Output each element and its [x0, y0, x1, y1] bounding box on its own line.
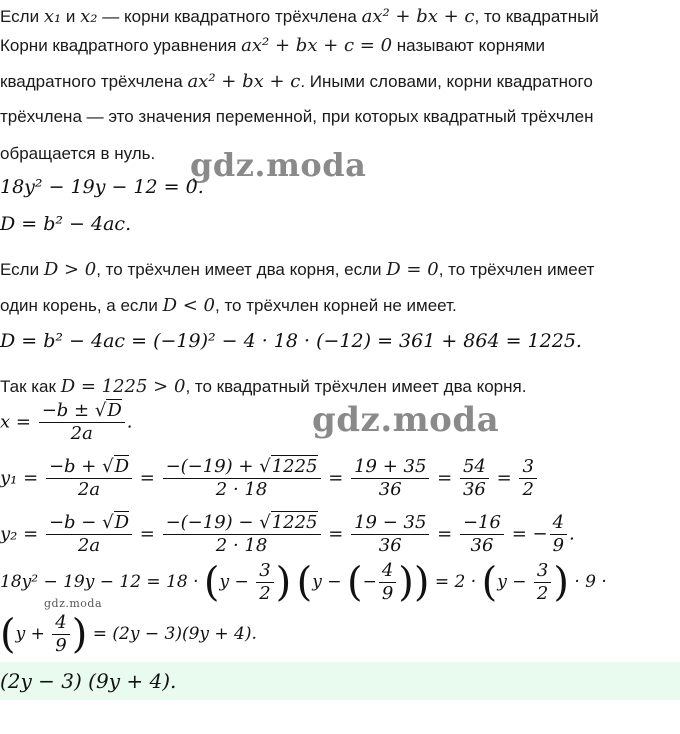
math: = − [511, 523, 548, 545]
fraction [52, 612, 69, 657]
math-trinomial: ax² + bx + c [361, 6, 475, 27]
math: − [362, 572, 377, 592]
fraction [534, 560, 551, 605]
math: 2 [536, 583, 549, 604]
text: один корень, а если [0, 296, 158, 315]
paragraph-8 [0, 376, 526, 397]
math: y₁ = [0, 467, 39, 489]
math: y₂ = [0, 523, 39, 545]
root-y2 [0, 512, 575, 557]
math: . [126, 411, 133, 433]
math: −b − [48, 512, 97, 533]
fraction [460, 512, 504, 557]
math: 4 [379, 560, 396, 583]
math: D [114, 512, 129, 533]
math: 4 [52, 612, 69, 635]
text: , то квадратный трёхчлен имеет два корня. [185, 377, 527, 396]
math: 2 · 18 [215, 479, 268, 500]
math: = [139, 467, 155, 489]
text: , то трёхчлен имеет два корня, если [96, 260, 382, 279]
math: 2 [259, 583, 271, 604]
math: D [107, 400, 122, 421]
math: = [437, 523, 453, 545]
math-cond: D = 0 [386, 259, 439, 280]
paren: ( [203, 559, 220, 606]
math: . [569, 523, 575, 545]
text: и [65, 7, 76, 26]
watermark-2: gdz.moda [312, 400, 500, 440]
fraction [351, 512, 429, 557]
math: 18y² − 19y − 12 = 18 · [0, 572, 199, 592]
math: 3 [519, 456, 536, 479]
math: = 2 · [434, 572, 477, 592]
math: 2a [77, 479, 101, 500]
text: — корни квадратного трёхчлена [102, 7, 357, 26]
math: 2a [70, 423, 93, 444]
math-cond: D = 1225 > 0 [60, 376, 186, 397]
text: . Иными словами, корни квадратного [300, 72, 593, 91]
text: , то трёхчлен корней не имеет. [215, 296, 457, 315]
paragraph-4: трёхчлена — это значения переменной, при которых квадратный трёхчлен [0, 107, 594, 126]
math: = [496, 467, 512, 489]
math: 2 · 18 [215, 535, 268, 556]
paren: ) [553, 559, 569, 606]
math: 9 [381, 583, 394, 604]
math: 1225 [271, 456, 318, 477]
root-y1 [0, 456, 539, 501]
text: Корни квадратного уравнения [0, 36, 237, 55]
fraction [550, 512, 567, 557]
math: 4 [550, 512, 567, 535]
paragraph-1 [0, 6, 599, 27]
math: 1225 [271, 512, 318, 533]
fraction: $\frac{-b + √D}{2a}$ [46, 456, 132, 501]
text: , то квадратный [474, 7, 599, 26]
equation-discriminant-value: D = b² − 4ac = (−19)² − 4 · 18 · (−12) = 361 + 864 = 1225. [0, 330, 582, 352]
watermark-1: gdz.moda [190, 146, 367, 184]
math: 3 [256, 560, 273, 583]
fraction: $\frac{-(-19) + √1225}{2 \cdot 18}$ [163, 456, 321, 501]
math: 9 [552, 535, 565, 556]
fraction: $\frac{-b \pm √D}{2a}$ [39, 400, 125, 445]
math-x2: x₂ [80, 6, 98, 27]
math: 19 + 35 [351, 456, 429, 479]
math: = [328, 523, 344, 545]
equation-1: 18y² − 19y − 12 = 0. [0, 176, 204, 198]
math-x1: x₁ [43, 6, 62, 27]
root-formula [0, 400, 133, 445]
fraction: $\frac{-b - √D}{2a}$ [46, 512, 132, 557]
text: квадратного трёхчлена [0, 72, 183, 91]
paragraph-3 [0, 71, 593, 92]
math: −b ± [41, 400, 90, 421]
math: 36 [378, 479, 402, 500]
paren: ( [296, 559, 313, 606]
fraction [351, 456, 429, 501]
math: −(−19) + [165, 456, 254, 477]
math-cond: D < 0 [162, 295, 215, 316]
text: Если [0, 7, 40, 26]
paren: ( [0, 611, 16, 658]
math: = [139, 523, 155, 545]
text: , то трёхчлен имеет [438, 260, 595, 279]
paren: )) [398, 559, 430, 606]
paragraph-5: обращается в нуль. [0, 144, 156, 163]
math: = [437, 467, 453, 489]
math-cond: D > 0 [43, 259, 97, 280]
math: · 9 · [574, 572, 607, 592]
fraction [519, 456, 536, 501]
paren: ) [275, 559, 292, 606]
math: 54 [460, 456, 489, 479]
text: Так как [0, 377, 56, 396]
math: −b + [48, 456, 97, 477]
math-trinomial: ax² + bx + c [187, 71, 301, 92]
math: = [328, 467, 344, 489]
math-equation: ax² + bx + c = 0 [241, 35, 393, 56]
text: называют корнями [396, 36, 545, 55]
math: −16 [460, 512, 504, 535]
math: x = [0, 411, 31, 433]
math: 2 [522, 479, 534, 500]
math: 9 [55, 635, 67, 656]
fraction [460, 456, 489, 501]
fraction: $\frac{-(-19) - √1225}{2 \cdot 18}$ [163, 512, 321, 557]
math: y + [15, 624, 45, 644]
math: y − [312, 572, 342, 592]
paren: ) [71, 611, 88, 658]
math: 2a [77, 535, 101, 556]
math: = (2y − 3)(9y + 4). [92, 624, 257, 644]
paragraph-6 [0, 259, 594, 280]
math: y − [497, 572, 527, 592]
math: 36 [378, 535, 402, 556]
answer: (2y − 3) (9y + 4). [0, 669, 177, 693]
math: y − [219, 572, 249, 592]
paragraph-7 [0, 295, 457, 316]
math: −(−19) − [165, 512, 254, 533]
math: 36 [462, 479, 486, 500]
factorization-1 [0, 560, 607, 605]
fraction [256, 560, 273, 605]
math: D [114, 456, 129, 477]
math: 19 − 35 [351, 512, 429, 535]
paren: ( [346, 559, 363, 606]
factorization-2 [0, 612, 257, 657]
watermark-3: gdz.moda [44, 597, 103, 610]
math: 3 [534, 560, 551, 583]
paragraph-2 [0, 35, 545, 56]
fraction [379, 560, 396, 605]
text: Если [0, 260, 40, 279]
math: 36 [470, 535, 494, 556]
paren: ( [481, 559, 498, 606]
equation-discriminant: D = b² − 4ac. [0, 213, 132, 235]
